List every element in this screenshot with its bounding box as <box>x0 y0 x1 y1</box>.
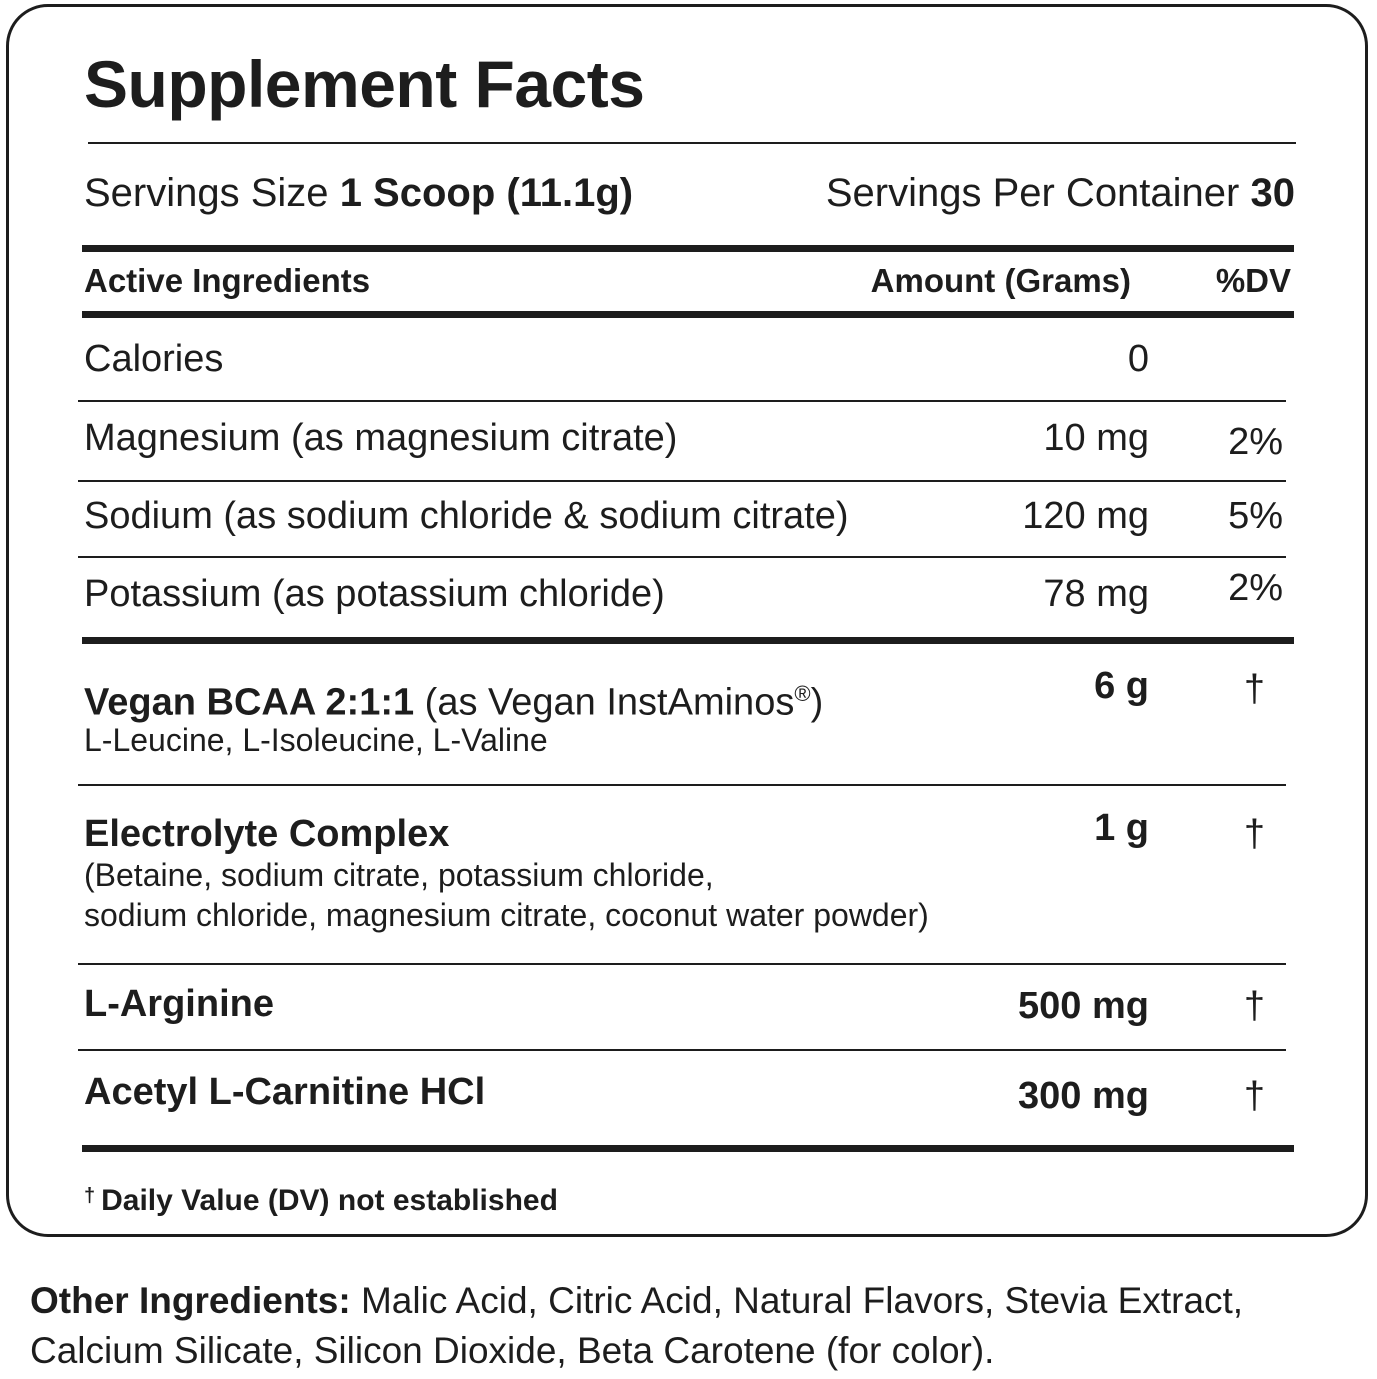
blend-electrolyte-name: Electrolyte Complex <box>84 813 450 855</box>
row-calories-amount: 0 <box>1127 338 1149 380</box>
row-sodium-name: Sodium (as sodium chloride & sodium citrate) <box>84 495 849 537</box>
header-top-rule <box>82 245 1294 252</box>
blend-electrolyte-detail-line2: sodium chloride, magnesium citrate, coconut water powder) <box>84 897 929 933</box>
title-divider <box>88 142 1296 144</box>
bottom-rule <box>82 1145 1294 1152</box>
servings-per-container <box>826 168 1295 218</box>
section-rule <box>82 637 1294 644</box>
row-magnesium-name: Magnesium (as magnesium citrate) <box>84 417 678 459</box>
header-bottom-rule <box>82 311 1294 318</box>
blend-bcaa-name <box>84 670 823 727</box>
row-divider <box>78 784 1286 786</box>
row-calories-name: Calories <box>84 338 224 380</box>
row-divider <box>78 400 1286 402</box>
other-ingredients-label: Other Ingredients: <box>30 1280 351 1321</box>
other-ingredients-text: Malic Acid, Citric Acid, Natural Flavors, Stevia Extract, Calcium Silicate, Silicon Dioxide, Beta Carotene (for color). <box>30 1280 1244 1371</box>
row-divider <box>78 556 1286 558</box>
blend-electrolyte-amount: 1 g <box>1094 807 1149 849</box>
blend-electrolyte-detail-line1: (Betaine, sodium citrate, potassium chloride, <box>84 857 714 893</box>
footnote <box>84 1176 558 1221</box>
page-title: Supplement Facts <box>84 47 645 121</box>
serving-size-value: 1 Scoop (11.1g) <box>339 171 634 215</box>
serving-size-label: Servings Size <box>84 171 329 215</box>
other-ingredients <box>30 1276 1330 1376</box>
header-dv: %DV <box>1215 262 1291 299</box>
blend-bcaa-name-bold: Vegan BCAA 2:1:1 <box>84 681 415 724</box>
blend-electrolyte-dv: † <box>1243 813 1265 855</box>
row-arginine-amount: 500 mg <box>1018 985 1149 1027</box>
row-sodium-amount: 120 mg <box>1022 495 1149 537</box>
servings-per-container-value: 30 <box>1250 171 1295 215</box>
header-ingredients: Active Ingredients <box>84 262 371 299</box>
header-amount: Amount (Grams) <box>870 262 1131 299</box>
row-carnitine-amount: 300 mg <box>1018 1075 1149 1117</box>
row-carnitine-dv: † <box>1243 1075 1265 1117</box>
row-magnesium-dv: 2% <box>1228 421 1283 463</box>
servings-per-container-label: Servings Per Container <box>825 171 1240 215</box>
blend-bcaa-amount: 6 g <box>1094 665 1149 707</box>
registered-mark: ® <box>794 681 811 706</box>
row-potassium-dv: 2% <box>1228 567 1283 609</box>
footnote-text: Daily Value (DV) not established <box>101 1184 558 1217</box>
row-sodium-dv: 5% <box>1228 495 1283 537</box>
serving-size <box>84 168 633 218</box>
row-potassium-amount: 78 mg <box>1043 573 1149 615</box>
row-carnitine-name: Acetyl L-Carnitine HCl <box>84 1071 486 1113</box>
row-arginine-name: L-Arginine <box>84 983 274 1025</box>
row-arginine-dv: † <box>1243 985 1265 1027</box>
blend-bcaa-detail: L-Leucine, L-Isoleucine, L-Valine <box>84 722 548 758</box>
row-magnesium-amount: 10 mg <box>1043 417 1149 459</box>
row-divider <box>78 480 1286 482</box>
blend-bcaa-dv: † <box>1243 668 1265 710</box>
footnote-mark: † <box>84 1185 96 1207</box>
row-divider <box>78 963 1286 965</box>
row-potassium-name: Potassium (as potassium chloride) <box>84 573 665 615</box>
row-divider <box>78 1049 1286 1051</box>
blend-bcaa-name-rest: (as Vegan InstAminos <box>414 681 795 724</box>
blend-bcaa-name-close: ) <box>810 681 824 724</box>
